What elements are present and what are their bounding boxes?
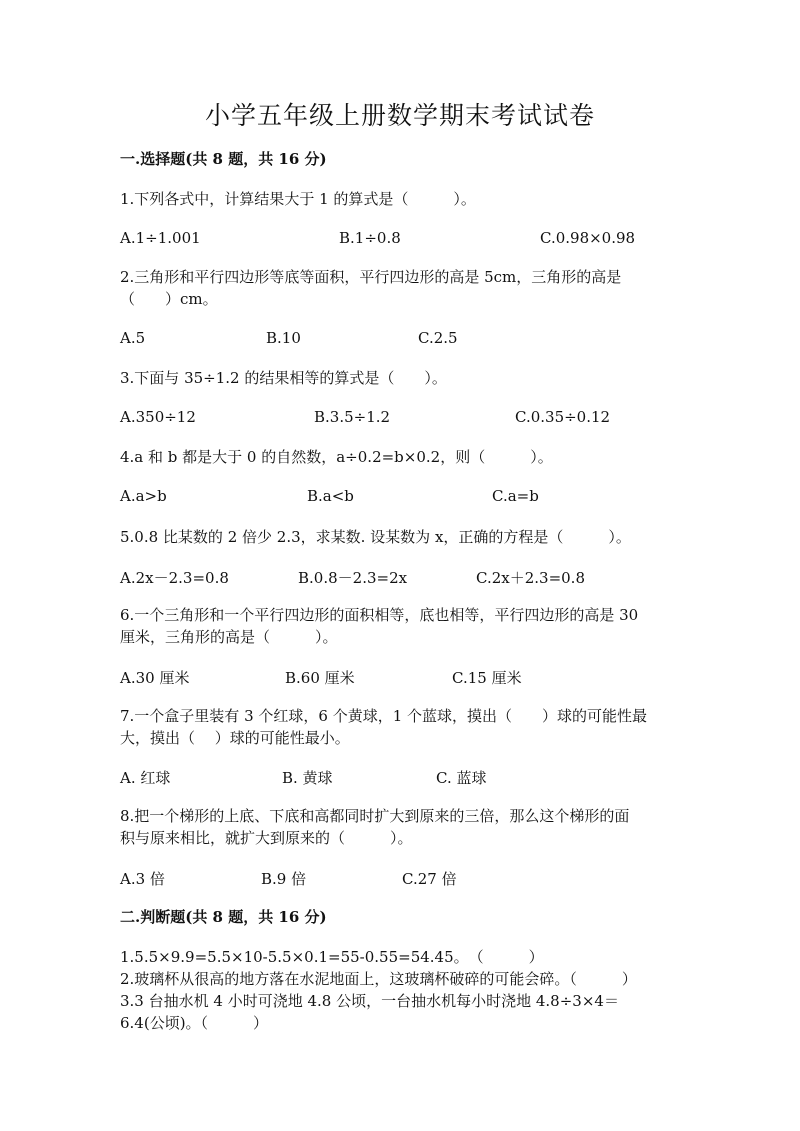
question-6-option-c: C.15 厘米 xyxy=(452,669,522,687)
question-2-option-b: B.10 xyxy=(266,329,301,347)
question-2-option-c: C.2.5 xyxy=(418,329,458,347)
question-5-option-c: C.2x＋2.3=0.8 xyxy=(476,569,585,587)
question-3-option-c: C.0.35÷0.12 xyxy=(515,408,611,426)
question-8-text-line-2: 积与原来相比，就扩大到原来的（ ）。 xyxy=(120,829,413,847)
question-2-option-a: A.5 xyxy=(120,329,146,347)
question-1-text: 1.下列各式中，计算结果大于 1 的算式是（ ）。 xyxy=(120,190,476,208)
question-7-text-line-1: 7.一个盒子里装有 3 个红球，6 个黄球，1 个蓝球，摸出（ ）球的可能性最 xyxy=(120,707,648,725)
question-3-option-b: B.3.5÷1.2 xyxy=(314,408,391,426)
question-3-text: 3.下面与 35÷1.2 的结果相等的算式是（ ）。 xyxy=(120,369,447,387)
question-4-option-c: C.a=b xyxy=(492,487,539,505)
question-6-option-a: A.30 厘米 xyxy=(120,669,190,687)
question-4-text: 4.a 和 b 都是大于 0 的自然数，a÷0.2=b×0.2，则（ ）。 xyxy=(120,448,553,466)
judgement-item-2: 2.玻璃杯从很高的地方落在水泥地面上，这玻璃杯破碎的可能会碎。（ ） xyxy=(120,970,637,988)
question-1-option-b: B.1÷0.8 xyxy=(339,229,401,247)
question-7-option-c: C. 蓝球 xyxy=(436,769,487,787)
question-6-option-b: B.60 厘米 xyxy=(285,669,355,687)
judgement-item-1: 1.5.5×9.9=5.5×10-5.5×0.1=55-0.55=54.45。 （ ） xyxy=(120,948,544,966)
judgement-item-3-line-2: 6.4(公顷)。（ ） xyxy=(120,1014,269,1032)
question-7-option-a: A. 红球 xyxy=(120,769,171,787)
question-8-option-a: A.3 倍 xyxy=(120,870,165,888)
judgement-item-3-line-1: 3.3 台抽水机 4 小时可浇地 4.8 公顷，一台抽水机每小时浇地 4.8÷3×4＝ xyxy=(120,992,619,1010)
question-8-text-line-1: 8.把一个梯形的上底、下底和高都同时扩大到原来的三倍，那么这个梯形的面 xyxy=(120,807,630,825)
question-8-option-b: B.9 倍 xyxy=(261,870,307,888)
question-7-text-line-2: 大，摸出（ ）球的可能性最小。 xyxy=(120,729,350,747)
question-5-option-b: B.0.8－2.3=2x xyxy=(298,569,408,587)
question-5-option-a: A.2x－2.3=0.8 xyxy=(120,569,229,587)
section-heading-choice: 一.选择题(共 8 题，共 16 分) xyxy=(120,150,327,168)
question-1-option-a: A.1÷1.001 xyxy=(120,229,201,247)
page-title: 小学五年级上册数学期末考试试卷 xyxy=(204,101,595,130)
section-heading-judgement: 二.判断题(共 8 题，共 16 分) xyxy=(120,908,327,926)
question-6-text-line-2: 厘米，三角形的高是（ ）。 xyxy=(120,628,338,646)
question-2-text-line-2: （ ）cm。 xyxy=(120,290,218,308)
question-7-option-b: B. 黄球 xyxy=(282,769,333,787)
question-1-option-c: C.0.98×0.98 xyxy=(540,229,636,247)
question-8-option-c: C.27 倍 xyxy=(402,870,457,888)
question-4-option-b: B.a<b xyxy=(307,487,354,505)
question-3-option-a: A.350÷12 xyxy=(120,408,196,426)
question-4-option-a: A.a>b xyxy=(120,487,167,505)
question-5-text: 5.0.8 比某数的 2 倍少 2.3，求某数. 设某数为 x，正确的方程是（ ）。 xyxy=(120,528,631,546)
question-6-text-line-1: 6.一个三角形和一个平行四边形的面积相等，底也相等，平行四边形的高是 30 xyxy=(120,606,639,624)
question-2-text-line-1: 2.三角形和平行四边形等底等面积，平行四边形的高是 5cm，三角形的高是 xyxy=(120,268,622,286)
